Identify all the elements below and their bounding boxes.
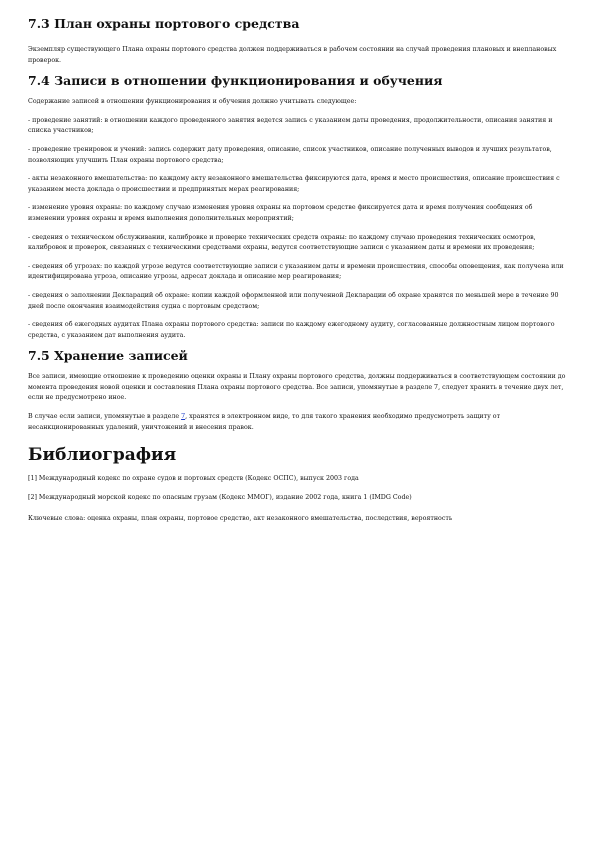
list-item: - сведения о техническом обслуживании, калибровке и проверке технических средств охраны: по каждому случаю проведения технических осмотров, калибровок и проверок, связанных с техническими средствами охраны, ведутся соответствующие записи с указанием даты и времени их проведения; [28, 233, 536, 252]
paragraph: Содержание записей в отношении функционирования и обучения должно учитывать следующее: [28, 98, 357, 106]
list-item: - изменение уровня охраны: по каждому случаю изменения уровня охраны на портовом средстве фиксируется дата и время получения сообщения об изменении уровня охраны и время выполнения дополнительных мероприятий; [28, 204, 533, 222]
section-heading-7-5: 7.5 Хранение записей [28, 348, 188, 364]
list-item: - акты незаконного вмешательства: по каждому акту незаконного вмешательства фиксируются дата, время и место происшествия, описание происшествия с указанием места доклада о происшествии и предпринятых мерах реагирования; [28, 175, 560, 193]
section-heading-7-3: 7.3 План охраны портового средства [28, 16, 300, 31]
paragraph: Все записи, имеющие отношение к проведению оценки охраны и Плану охраны портового средства, должны поддерживаться в соответствующем состоянии до момента проведения новой оценки и составления Плана охраны портового средства. Все записи, упомянутые в разделе 7, следует хранить в течение двух лет, если не предусмотрено иное. [28, 373, 566, 402]
list-item: - сведения о заполнении Деклараций об охране: копии каждой оформленной или полученной Декларации об охране хранятся по меньшей мере в течение 90 дней после окончания взаимодействия судна с портовым средством; [28, 291, 559, 310]
paragraph-text: , хранятся в электронном виде, то для такого хранения необходимо предусмотреть защиту от несанкционированных удалений, уничтожений и внесения правок. [28, 413, 501, 431]
bibliography-item: [1] Международный кодекс по охране судов и портовых средств (Кодекс ОСПС), выпуск 2003 года [28, 475, 359, 483]
paragraph [28, 412, 567, 433]
list-item: - сведения об угрозах: по каждой угрозе ведутся соответствующие записи с указанием даты и времени происшествия, способы оповещения, как получена или идентифицирована угроза, описание угрозы, адресат доклада и описание мер реагирования; [28, 262, 564, 281]
section-heading-7-4: 7.4 Записи в отношении функционирования и обучения [28, 73, 443, 89]
paragraph-text: В случае если записи, упомянутые в разделе [28, 413, 182, 421]
bibliography-item: [2] Международный морской кодекс по опасным грузам (Кодекс ММОГ), издание 2002 года, книга 1 (IMDG Code) [28, 493, 412, 501]
list-item: - сведения об ежегодных аудитах Плана охраны портового средства: записи по каждому ежегодному аудиту, согласованные должностным лицом портового средства, с указанием дат выполнения аудита. [28, 321, 555, 339]
list-item: - проведение занятий: в отношении каждого проведенного занятия ведется запись с указанием даты проведения, продолжительности, описания занятия и списка участников; [28, 116, 553, 135]
bibliography-heading: Библиография [28, 445, 177, 466]
section-link[interactable]: 7 [181, 413, 186, 421]
list-item: - проведение тренировок и учений: запись содержит дату проведения, описание, список участников, описание полученных выводов и лучших результатов, позволяющих улучшить План охраны портового средства; [28, 145, 552, 164]
paragraph: Экземпляр существующего Плана охраны портового средства должен поддерживаться в рабочем состоянии на случай проведения плановых и внеплановых проверок. [28, 46, 557, 64]
keywords: Ключевые слова: оценка охраны, план охраны, портовое средство, акт незаконного вмешательства, последствия, вероятность [28, 515, 453, 523]
